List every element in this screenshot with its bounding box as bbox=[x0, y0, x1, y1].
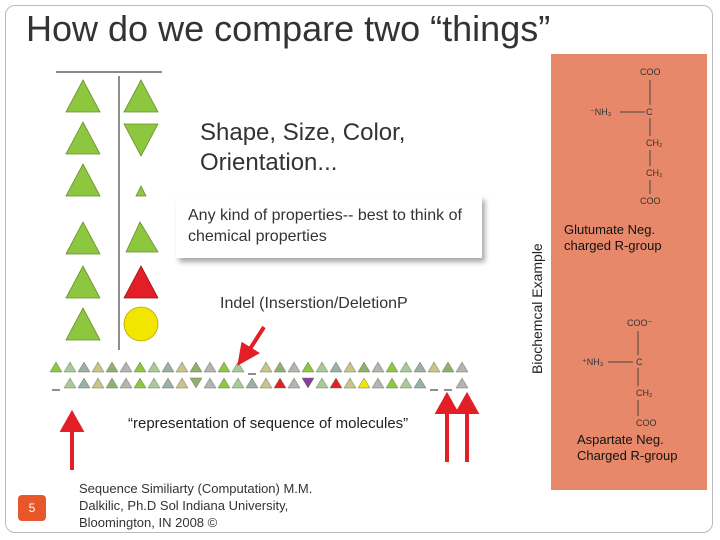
sequence-mark bbox=[176, 378, 188, 388]
sequence-mark bbox=[162, 378, 174, 388]
sequence-mark bbox=[386, 362, 398, 372]
sequence-mark bbox=[442, 362, 454, 372]
left-triangle-5 bbox=[66, 266, 100, 298]
sequence-mark bbox=[456, 362, 468, 372]
sequence-mark bbox=[288, 378, 300, 388]
sequence-mark bbox=[134, 362, 146, 372]
left-triangle-4 bbox=[66, 222, 100, 254]
aspartate-coo-bottom: COO bbox=[636, 418, 657, 428]
sequence-mark bbox=[358, 378, 370, 388]
indel-arrow-head bbox=[240, 345, 256, 362]
sequence-mark bbox=[148, 378, 160, 388]
sequence-mark bbox=[400, 378, 412, 388]
indel-label: Indel (Inserstion/DeletionP bbox=[220, 295, 408, 312]
sequence-mark bbox=[414, 378, 426, 388]
sequence-mark bbox=[176, 362, 188, 372]
sequence-mark bbox=[400, 362, 412, 372]
right-triangle-red bbox=[124, 266, 158, 298]
sequence-mark bbox=[204, 378, 216, 388]
left-triangle-column bbox=[66, 80, 100, 340]
sequence-mark bbox=[274, 362, 286, 372]
sequence-mark bbox=[386, 378, 398, 388]
left-triangle-3 bbox=[66, 164, 100, 196]
glutamate-c: C bbox=[646, 107, 653, 117]
sequence-mark bbox=[190, 362, 202, 372]
properties-heading: Shape, Size, Color, Orientation... bbox=[200, 119, 406, 176]
sequence-mark bbox=[456, 378, 468, 388]
right-circle-yellow bbox=[124, 307, 158, 341]
sequence-mark bbox=[316, 378, 328, 388]
left-triangle-6 bbox=[66, 308, 100, 340]
right-triangle-skewed bbox=[126, 222, 158, 252]
sequence-mark bbox=[78, 362, 90, 372]
sequence-caption: “representation of sequence of molecules” bbox=[128, 415, 409, 432]
glutamate-ch2-2: CH₂ bbox=[646, 168, 663, 178]
sequence-mark bbox=[302, 378, 314, 388]
sequence-mark bbox=[288, 362, 300, 372]
sequence-mark bbox=[64, 362, 76, 372]
arrow-right2-head bbox=[458, 396, 476, 412]
sequence-mark bbox=[358, 362, 370, 372]
glutamate-nh3: ⁻NH₃ bbox=[590, 107, 612, 117]
glutamate-description: Glutumate Neg. charged R-group bbox=[564, 222, 662, 253]
sequence-mark bbox=[204, 362, 216, 372]
right-triangle-inverted bbox=[124, 124, 158, 156]
sequence-mark bbox=[92, 362, 104, 372]
arrow-left-head bbox=[63, 414, 81, 430]
sequence-mark bbox=[344, 362, 356, 372]
glutamate-ch2-1: CH₂ bbox=[646, 138, 663, 148]
arrow-right1-head bbox=[438, 396, 456, 412]
sequence-mark bbox=[302, 362, 314, 372]
sequence-mark bbox=[162, 362, 174, 372]
sequence-mark bbox=[50, 362, 62, 372]
properties-box-text: Any kind of properties-- best to think of chemical properties bbox=[188, 207, 462, 245]
sequence-mark bbox=[218, 378, 230, 388]
left-triangle-2 bbox=[66, 122, 100, 154]
sequence-mark bbox=[344, 378, 356, 388]
sequence-mark bbox=[372, 378, 384, 388]
sequence-mark bbox=[148, 362, 160, 372]
glutamate-coo-bottom: COO bbox=[640, 196, 661, 206]
slide-number-badge: 5 bbox=[18, 495, 46, 521]
aspartate-c: C bbox=[636, 357, 643, 367]
sequence-mark bbox=[260, 378, 272, 388]
sequence-mark bbox=[106, 378, 118, 388]
slide-title: How do we compare two “things” bbox=[26, 8, 551, 49]
sequence-row-top bbox=[50, 362, 468, 374]
right-shape-column bbox=[124, 80, 158, 341]
right-triangle-small bbox=[136, 186, 146, 196]
sequence-mark bbox=[120, 378, 132, 388]
left-triangle-1 bbox=[66, 80, 100, 112]
sequence-mark bbox=[246, 378, 258, 388]
sequence-mark bbox=[330, 378, 342, 388]
sequence-mark bbox=[92, 378, 104, 388]
sequence-mark bbox=[274, 378, 286, 388]
sequence-mark bbox=[218, 362, 230, 372]
sequence-mark bbox=[64, 378, 76, 388]
footer-credit: Sequence Similiarty (Computation) M.M. Dalkilic, Ph.D Sol Indiana University, Bloomington, IN 2008 © bbox=[79, 481, 313, 530]
sequence-mark bbox=[78, 378, 90, 388]
sequence-mark bbox=[428, 362, 440, 372]
sequence-mark bbox=[260, 362, 272, 372]
aspartate-nh3: ⁺NH₃ bbox=[582, 357, 604, 367]
aspartate-ch2: CH₂ bbox=[636, 388, 653, 398]
sequence-mark bbox=[414, 362, 426, 372]
sequence-mark bbox=[134, 378, 146, 388]
sequence-mark bbox=[120, 362, 132, 372]
sequence-mark bbox=[316, 362, 328, 372]
biochemical-example-label: Biochemcal Example bbox=[529, 243, 545, 374]
sequence-mark bbox=[232, 378, 244, 388]
sequence-mark bbox=[106, 362, 118, 372]
aspartate-description: Aspartate Neg. Charged R-group bbox=[577, 432, 678, 463]
indel-arrows bbox=[63, 327, 476, 470]
right-triangle-1 bbox=[124, 80, 158, 112]
sequence-row-bottom bbox=[52, 378, 468, 390]
sequence-mark bbox=[330, 362, 342, 372]
sequence-mark bbox=[372, 362, 384, 372]
glutamate-coo-top: COO bbox=[640, 67, 661, 77]
sequence-mark bbox=[190, 378, 202, 388]
aspartate-coo-top: COO⁻ bbox=[627, 318, 653, 328]
